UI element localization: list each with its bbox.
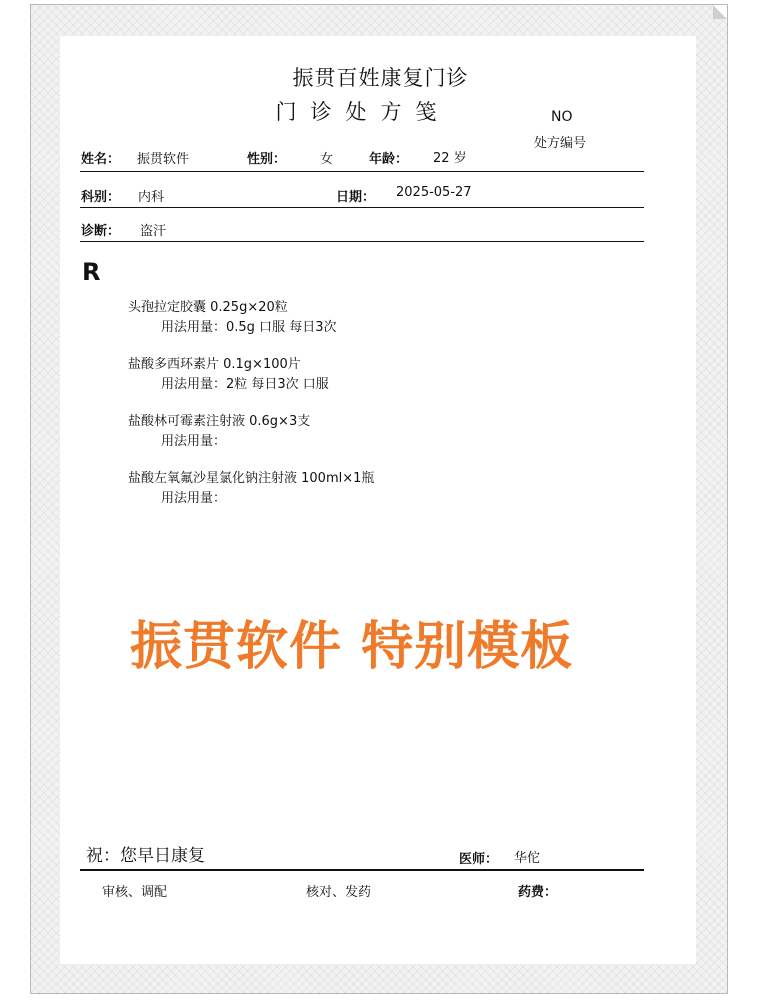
divider-line <box>80 241 644 242</box>
rx-number-label: 处方编号 <box>534 136 587 151</box>
patient-age: 22 岁 <box>433 151 467 166</box>
doctor-name: 华佗 <box>514 851 541 866</box>
patient-gender: 女 <box>320 152 334 167</box>
hospital-name: 振贯百姓康复门诊 <box>292 66 469 90</box>
patient-dept: 内科 <box>138 190 165 205</box>
divider-line <box>80 171 644 172</box>
fee-label: 药费： <box>518 885 558 900</box>
patient-name: 振贯软件 <box>137 152 190 167</box>
template-watermark: 振贯软件 特别模板 <box>130 616 574 677</box>
drug-usage: 用法用量：0.5g 口服 每日3次 <box>161 320 337 335</box>
drug-usage: 用法用量：2粒 每日3次 口服 <box>161 377 329 392</box>
footer-divider <box>80 869 644 871</box>
name-label: 姓名： <box>81 152 121 167</box>
document-title: 门诊处方笺 <box>275 100 451 124</box>
drug-name: 盐酸林可霉素注射液 0.6g×3支 <box>128 414 311 429</box>
diagnosis-label: 诊断： <box>81 224 121 239</box>
doctor-label: 医师： <box>459 852 499 867</box>
rx-date: 2025-05-27 <box>396 185 472 200</box>
divider-line <box>80 207 644 208</box>
drug-name: 盐酸多西环素片 0.1g×100片 <box>128 357 301 372</box>
prescription-paper <box>60 36 696 964</box>
review-label: 审核、调配 <box>102 885 168 900</box>
gender-label: 性别： <box>247 152 287 167</box>
dept-label: 科别： <box>81 190 121 205</box>
no-label: NO <box>551 109 573 125</box>
drug-name: 盐酸左氧氟沙星氯化钠注射液 100ml×1瓶 <box>128 471 375 486</box>
diagnosis-value: 盗汗 <box>140 224 167 239</box>
date-label: 日期： <box>336 190 376 205</box>
age-label: 年龄： <box>369 152 409 167</box>
check-label: 核对、发药 <box>306 885 372 900</box>
drug-usage: 用法用量： <box>161 491 227 506</box>
wish-text: 祝：您早日康复 <box>86 846 205 866</box>
drug-usage: 用法用量： <box>161 434 227 449</box>
drug-name: 头孢拉定胶囊 0.25g×20粒 <box>128 300 288 315</box>
page-fold-corner <box>713 5 727 19</box>
rx-symbol: R <box>82 258 101 286</box>
